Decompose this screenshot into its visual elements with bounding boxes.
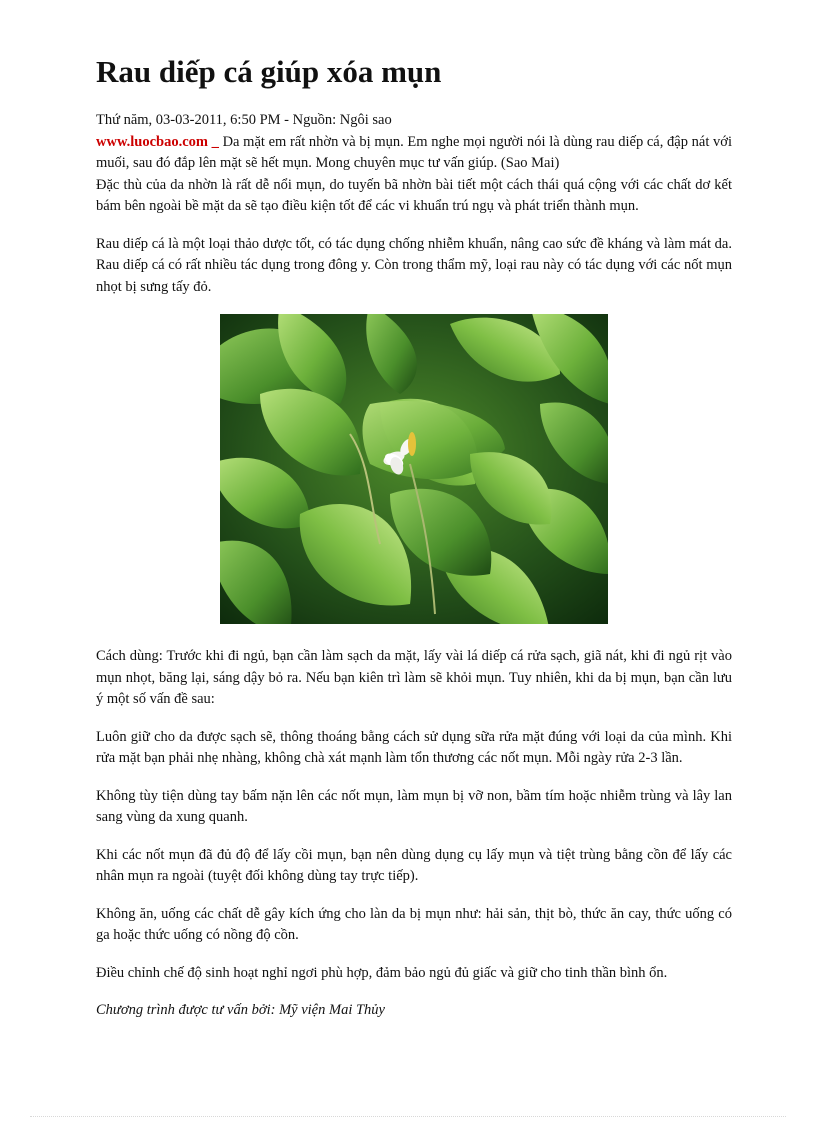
article-meta: Thứ năm, 03-03-2011, 6:50 PM - Nguồn: Ngôi sao	[96, 112, 392, 128]
question-paragraph	[96, 132, 732, 175]
intro-paragraph: Đặc thù của da nhờn là rất dễ nổi mụn, do tuyến bã nhờn bài tiết một cách thái quá cộng với các chất dơ kết bám bên ngoài bề mặt da sẽ tạo điều kiện tốt để các vi khuẩn trú ngụ và phát triển thành mụn.	[96, 176, 732, 214]
question-text: Da mặt em rất nhờn và bị mụn. Em nghe mọi người nói là dùng rau diếp cá, đập nát với muối, sau đó đắp lên mặt sẽ hết mụn. Mong chuyên mục tư vấn giúp. (Sao Mai)	[96, 133, 732, 171]
paragraph-usage: Cách dùng: Trước khi đi ngủ, bạn cần làm sạch da mặt, lấy vài lá diếp cá rửa sạch, giã nát, khi đi ngủ rịt vào mụn nhọt, băng lại, sáng dậy bỏ ra. Nếu bạn kiên trì làm sẽ khỏi mụn. Tuy nhiên, khi da bị mụn, bạn cần lưu ý một số vấn đề sau:	[96, 648, 732, 707]
paragraph-tip-no-squeeze: Không tùy tiện dùng tay bấm nặn lên các nốt mụn, làm mụn bị vỡ non, bầm tím hoặc nhiễm trùng và lây lan sang vùng da xung quanh.	[96, 787, 732, 825]
article	[96, 52, 732, 1038]
credit-line: Chương trình được tư vấn bởi: Mỹ viện Mai Thủy	[96, 1002, 385, 1018]
paragraph-tip-diet: Không ăn, uống các chất dễ gây kích ứng cho làn da bị mụn như: hải sản, thịt bò, thức ăn cay, thức uống có ga hoặc thức uống có nồng độ cồn.	[96, 905, 732, 943]
paragraph-herb: Rau diếp cá là một loại thảo dược tốt, có tác dụng chống nhiễm khuẩn, nâng cao sức đề kháng và làm mát da. Rau diếp cá có rất nhiều tác dụng trong đông y. Còn trong thẩm mỹ, loại rau này có tác dụng với các nốt mụn nhọt bị sưng tấy đỏ.	[96, 235, 732, 295]
article-title: Rau diếp cá giúp xóa mụn	[96, 54, 442, 89]
paragraph-tip-clean: Luôn giữ cho da được sạch sẽ, thông thoáng bằng cách sử dụng sữa rửa mặt đúng với loại da của mình. Khi rửa mặt bạn phải nhẹ nhàng, không chà xát mạnh làm tổn thương các nốt mụn. Mỗi ngày rửa 2-3 lần.	[96, 728, 732, 766]
page-bottom-divider	[30, 1116, 786, 1117]
paragraph-tip-rest: Điều chỉnh chế độ sinh hoạt nghỉ ngơi phù hợp, đảm bảo ngủ đủ giấc và giữ cho tinh thần bình ổn.	[96, 964, 668, 981]
fish-mint-photo	[220, 314, 608, 624]
source-link[interactable]: www.luocbao.com _	[96, 133, 219, 150]
paragraph-tip-tools: Khi các nốt mụn đã đủ độ để lấy cồi mụn, bạn nên dùng dụng cụ lấy mụn và tiệt trùng bằng cồn để lấy các nhân mụn ra ngoài (tuyệt đối không dùng tay trực tiếp).	[96, 846, 732, 884]
